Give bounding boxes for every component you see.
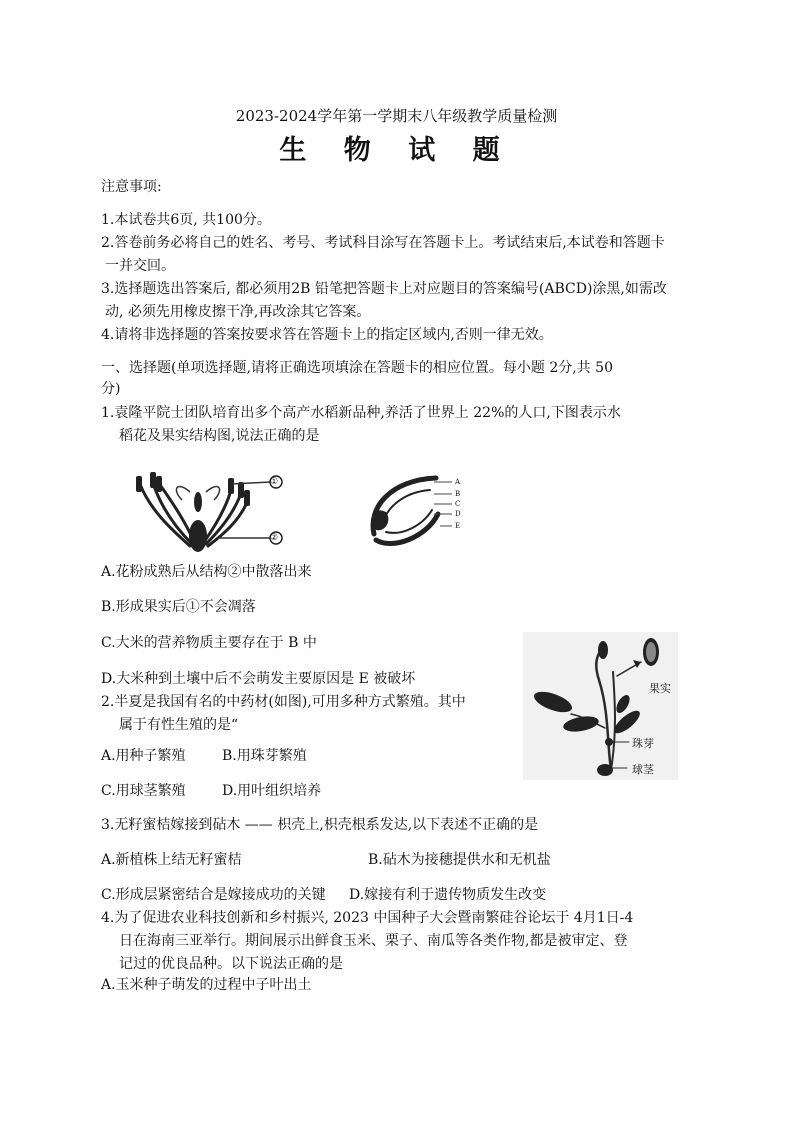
exam-title: 2023-2024学年第一学期末八年级教学质量检测: [235, 107, 558, 125]
fruit-label-d: D: [455, 510, 461, 518]
section-heading-cont: 分): [101, 381, 121, 397]
notes-heading: 注意事项:: [101, 179, 162, 195]
flower-label-2: ②: [270, 533, 279, 543]
question-2-stem-cont: 属于有性生殖的是“: [119, 717, 239, 733]
q2-option-b: B.用珠芽繁殖: [222, 748, 307, 764]
q3-option-a: A.新植株上结无籽蜜桔: [101, 852, 242, 868]
q3-option-b: B.砧木为接穗提供水和无机盐: [368, 852, 551, 868]
label-corm: 球茎: [632, 763, 654, 776]
question-1-stem-cont: 稻花及果实结构图,说法正确的是: [119, 428, 320, 444]
fruit-label-b: B: [455, 490, 461, 498]
question-2-stem: 2.半夏是我国有名的中药材(如图),可用多种方式繁殖。其中: [101, 694, 466, 710]
q2-option-a: A.用种子繁殖: [101, 748, 186, 764]
q4-option-a: A.玉米种子萌发的过程中子叶出土: [101, 977, 312, 993]
pinellia-plant-figure: [523, 632, 678, 780]
fruit-label-a: A: [455, 478, 461, 486]
flower-label-1: ①: [270, 477, 279, 487]
subject-title: 生 物 试 题: [279, 135, 514, 166]
question-4-stem-cont: 日在海南三亚举行。期间展示出鲜食玉米、栗子、南瓜等各类作物,都是被审定、登: [119, 933, 628, 949]
question-1-stem: 1.袁隆平院士团队培育出多个高产水稻新品种,养活了世界上 22%的人口,下图表示水: [101, 405, 621, 421]
section-heading: 一、选择题(单项选择题,请将正确选项填涂在答题卡的相应位置。每小题 2分,共 50: [101, 360, 613, 376]
question-4-stem-cont: 记过的优良品种。以下说法正确的是: [119, 956, 343, 972]
rice-grain-figure: [362, 472, 462, 554]
note-item: 动, 必须先用橡皮擦干净,再改涂其它答案。: [105, 304, 371, 320]
q3-option-c: C.形成层紧密结合是嫁接成功的关键: [101, 887, 326, 903]
q2-option-c: C.用球茎繁殖: [101, 783, 186, 799]
fruit-label-e: E: [455, 522, 461, 530]
q1-option-d: D.大米种到土壤中后不会萌发主要原因是 E 被破坏: [101, 671, 416, 687]
note-item: 3.选择题选出答案后, 都必须用2B 铅笔把答题卡上对应题目的答案编号(ABCD)涂黑,如需改: [101, 281, 667, 297]
rice-flower-figure: [132, 470, 288, 560]
question-3-stem: 3.无籽蜜桔嫁接到砧木 —— 枳壳上,枳壳根系发达,以下表述不正确的是: [101, 817, 539, 833]
note-item: 2.答卷前务必将自己的姓名、考号、考试科目涂写在答题卡上。考试结束后,本试卷和答题卡: [101, 235, 665, 251]
note-item: 1.本试卷共6页, 共100分。: [101, 212, 271, 228]
label-bulbil: 珠芽: [632, 737, 654, 750]
q3-option-d: D.嫁接有利于遗传物质发生改变: [349, 887, 547, 903]
fruit-label-c: C: [455, 500, 461, 508]
q1-option-b: B.形成果实后①不会凋落: [101, 599, 256, 615]
q2-option-d: D.用叶组织培养: [222, 783, 322, 799]
q1-option-a: A.花粉成熟后从结构②中散落出来: [101, 564, 312, 580]
q1-option-c: C.大米的营养物质主要存在于 B 中: [101, 635, 317, 651]
note-item: 一并交回。: [105, 258, 175, 274]
label-fruit: 果实: [649, 682, 671, 695]
question-4-stem: 4.为了促进农业科技创新和乡村振兴, 2023 中国种子大会暨南繁硅谷论坛于 4月1日-4: [101, 910, 634, 926]
note-item: 4.请将非选择题的答案按要求答在答题卡上的指定区域内,否则一律无效。: [101, 327, 553, 343]
